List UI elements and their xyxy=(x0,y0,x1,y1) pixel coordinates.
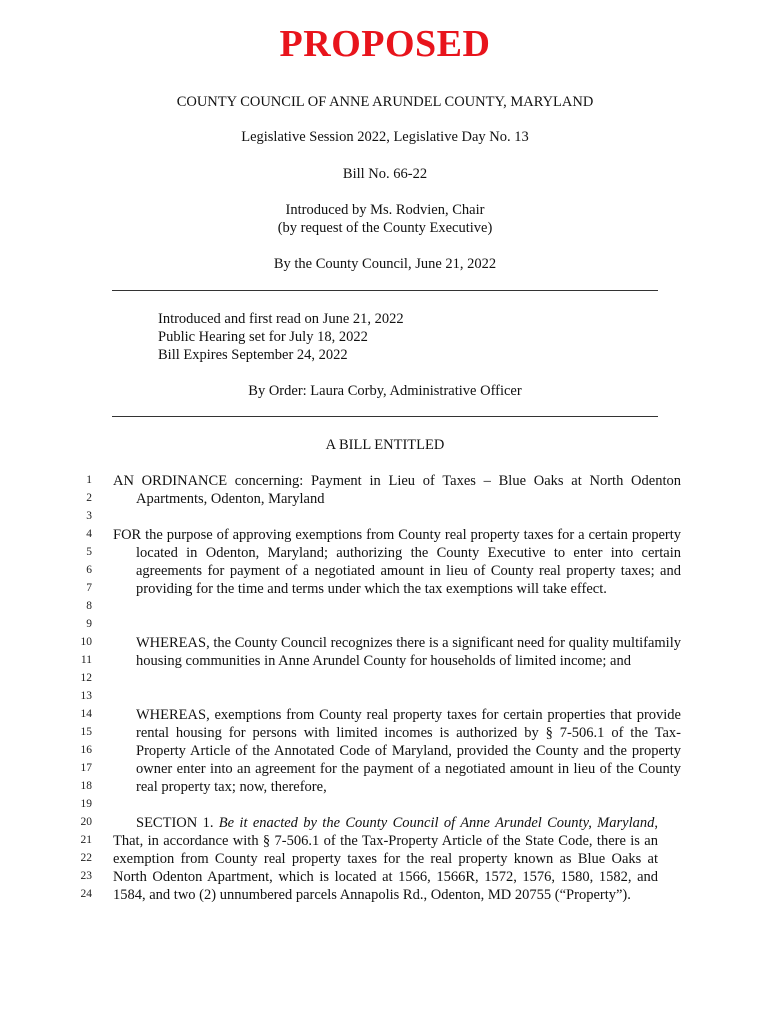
line-number: 13 xyxy=(80,690,92,702)
line-number: 4 xyxy=(86,528,92,540)
line-number: 8 xyxy=(86,600,92,612)
line-number: 18 xyxy=(80,780,92,792)
line-number: 22 xyxy=(80,852,92,864)
by-request: (by request of the County Executive) xyxy=(277,220,493,236)
first-read-line: Introduced and first read on June 21, 2022 xyxy=(158,311,404,327)
line-number: 11 xyxy=(80,654,92,666)
session-line: Legislative Session 2022, Legislative Day No. 13 xyxy=(241,129,529,145)
line-number: 17 xyxy=(80,762,92,774)
line-number: 23 xyxy=(80,870,92,882)
line-number: 20 xyxy=(80,816,92,828)
line-number: 2 xyxy=(86,492,92,504)
line-number: 5 xyxy=(86,546,92,558)
whereas-paragraph-2: WHEREAS, exemptions from County real property taxes for certain properties that provide rental housing for persons with limited incomes is authorized by § 7-506.1 of the Tax-Property Article of the Annotated Code of Maryland, provided the County and the property owner enter into an agreement for the payment of a negotiated amount in lieu of the County real property tax; now, therefore, xyxy=(136,707,681,795)
line-number: 16 xyxy=(80,744,92,756)
line-number: 10 xyxy=(80,636,92,648)
introduction-block xyxy=(158,310,404,364)
line-number: 6 xyxy=(86,564,92,576)
council-heading: COUNTY COUNCIL OF ANNE ARUNDEL COUNTY, MARYLAND xyxy=(176,94,594,110)
line-number: 24 xyxy=(80,888,92,900)
bill-entitled-heading: A BILL ENTITLED xyxy=(325,437,445,453)
divider-bottom xyxy=(112,416,658,417)
by-council-date: By the County Council, June 21, 2022 xyxy=(273,256,497,272)
line-number: 19 xyxy=(80,798,92,810)
line-number: 3 xyxy=(86,510,92,522)
proposed-stamp: PROPOSED xyxy=(279,23,491,65)
order-line: By Order: Laura Corby, Administrative Officer xyxy=(248,383,522,399)
purpose-paragraph: FOR the purpose of approving exemptions from County real property taxes for a certain property located in Odenton, Maryland; authorizing the County Executive to enter into certain agreements for payment of a negotiated amount in lieu of County real property taxes; and providing for the time and terms under which the tax exemptions will take effect. xyxy=(113,527,681,597)
enacting-clause: Be it enacted by the County Council of Anne Arundel County, Maryland xyxy=(218,815,655,831)
whereas-paragraph-1: WHEREAS, the County Council recognizes there is a significant need for quality multifamily housing communities in Anne Arundel County for households of limited income; and xyxy=(136,635,681,669)
section-1-paragraph xyxy=(113,814,658,904)
ordinance-title: AN ORDINANCE concerning: Payment in Lieu of Taxes – Blue Oaks at North Odenton Apartments, Odenton, Maryland xyxy=(113,473,681,507)
hearing-line: Public Hearing set for July 18, 2022 xyxy=(158,329,368,345)
expires-line: Bill Expires September 24, 2022 xyxy=(158,347,348,363)
line-number: 9 xyxy=(86,618,92,630)
line-number: 14 xyxy=(80,708,92,720)
section-1-text: , That, in accordance with § 7-506.1 of the Tax-Property Article of the State Code, there is an exemption from County real property taxes for the real property known as Blue Oaks at North Odenton Apartment, which is located at 1566, 1566R, 1572, 1576, 1580, 1582, and 1584, and two (2) unnumbered parcels Annapolis Rd., Odenton, MD 20755 (“Property”). xyxy=(113,815,658,903)
bill-number: Bill No. 66-22 xyxy=(342,166,428,182)
section-1-label: SECTION 1. xyxy=(136,815,214,831)
line-number: 12 xyxy=(80,672,92,684)
introduced-by: Introduced by Ms. Rodvien, Chair xyxy=(285,202,485,218)
line-number: 15 xyxy=(80,726,92,738)
divider-top xyxy=(112,290,658,291)
line-number: 21 xyxy=(80,834,92,846)
line-number: 7 xyxy=(86,582,92,594)
line-number: 1 xyxy=(86,474,92,486)
